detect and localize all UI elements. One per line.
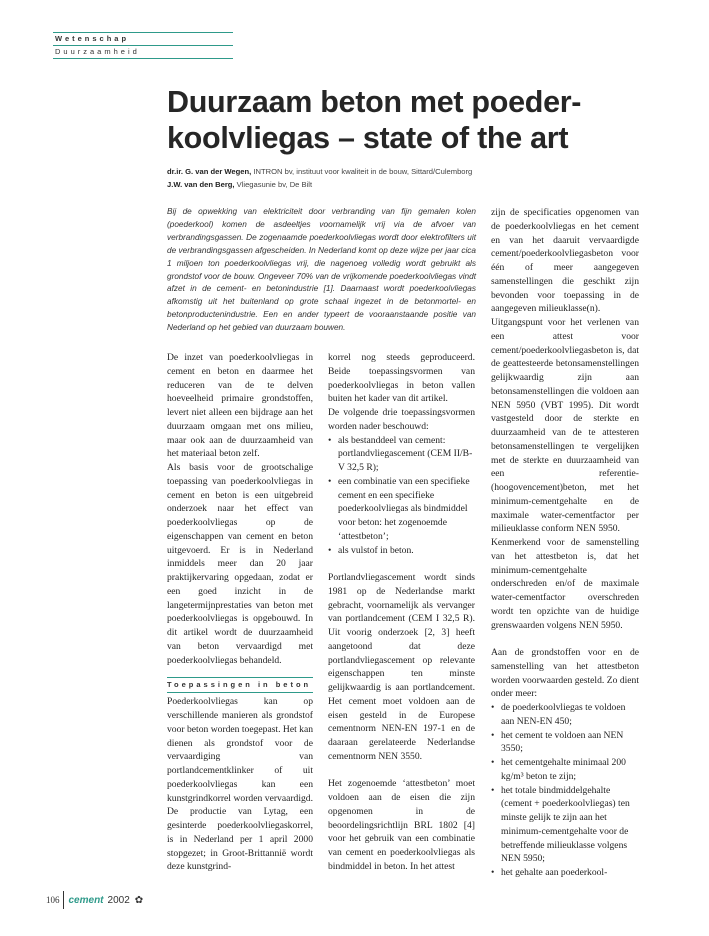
list-item: • het totale bindmiddelgehalte (cement + poederkoolvliegas) ten minste gelijk te zijn aan het minimum-cementgehalte voor de betreffende milieuklasse volgens NEN 5950;	[491, 784, 639, 867]
spacer	[328, 764, 475, 778]
section-heading: Toepassingen in beton	[167, 677, 313, 693]
author-line-1	[167, 167, 647, 176]
subsection-label: Duurzaamheid	[55, 47, 140, 56]
author-name: dr.ir. G. van der Wegen,	[167, 167, 252, 176]
flower-logo-icon: ✿	[134, 894, 144, 906]
list-item: • als vulstof in beton.	[328, 544, 475, 558]
list-item: • een combinatie van een specifieke cement en een specifieke poederkoolvliegas als bindmiddel voor beton: het zogenoemde ‘attestbeton’;	[328, 475, 475, 544]
article-title	[167, 84, 667, 156]
paragraph: Uitgangspunt voor het verlenen van een attest voor cement/poederkoolvliegasbeton is, dat de geattesteerde betonsamenstellingen gelijkwaardig zijn aan betonsamenstellingen die voldoen aan NEN 5950 (VBT 1995). Dit wordt vastgesteld door de sterkte en duurzaamheid van de te attesteren betonsamenstellingen te vergelijken met de sterkte en duurzaamheid van een referentie- (hoogovencement)beton, met het minimum-cementgehalte en de maximale water-cementfactor per milieuklasse conform NEN 5950.	[491, 317, 639, 535]
paragraph: korrel nog steeds geproduceerd. Beide toepassingsvormen van poederkoolvliegas in beton vallen buiten het kader van dit artikel.	[328, 352, 475, 405]
bullet-list	[491, 701, 639, 880]
author-name: J.W. van den Berg,	[167, 180, 235, 189]
footer-divider	[63, 891, 64, 909]
title-line-2: koolvliegas – state of the art	[167, 121, 569, 155]
paragraph: Aan de grondstoffen voor en de samenstelling van het attestbeton worden voorwaarden gesteld. Zo dient onder meer:	[491, 647, 639, 700]
author-affiliation: Vliegasunie bv, De Bilt	[234, 180, 313, 189]
spacer	[328, 557, 475, 571]
list-item: • de poederkoolvliegas te voldoen aan NEN-EN 450;	[491, 701, 639, 729]
magazine-name: cement	[68, 894, 104, 906]
column-3	[491, 206, 639, 880]
paragraph: De inzet van poederkoolvliegas in cement en beton en daarmee het reduceren van de te delven hoeveelheid primaire grondstoffen, levert niet alleen een bijdrage aan het duurzaam omgaan met ons milieu, maar ook aan de duurzaamheid van het materiaal beton zelf.	[167, 352, 313, 460]
paragraph: Poederkoolvliegas kan op verschillende manieren als grondstof voor beton worden toegepast. Het kan dienen als grondstof voor de vervaardiging van portlandcementklinker of uit poederkoolvliegas kan een kunstgrindkorrel worden vervaardigd. De productie van Lytag, een gesinterde poederkoolvliegaskorrel, is in Nederland per 1 april 2000 stopgezet; in Groot-Brittannië wordt deze kunstgrind-	[167, 696, 313, 873]
list-item: • het cement te voldoen aan NEN 3550;	[491, 729, 639, 757]
bullet-list	[328, 434, 475, 558]
list-item: • als bestanddeel van cement: portlandvliegascement (CEM II/B-V 32,5 R);	[328, 434, 475, 475]
paragraph: Als basis voor de grootschalige toepassing van poederkoolvliegas in cement en beton is een uitgebreid onderzoek naar het effect van poederkoolvliegas op de eigenschappen van cement en beton uitgevoerd. Er is in Nederland inmiddels meer dan 20 jaar praktijkervaring opgedaan, zodat er een goed inzicht in de langetermijnprestaties van beton met poederkoolvliegas is opgebouwd. In dit artikel wordt de duurzaamheid van beton vervaardigd met poederkoolvliegas behandeld.	[167, 462, 313, 666]
list-item: • het gehalte aan poederkool-	[491, 866, 639, 880]
paragraph: Kenmerkend voor de samenstelling van het attestbeton is, dat het minimum-cementgehalte onderschreden en/of de maximale water-cementfactor overschreden wordt ten opzichte van de huidige grenswaarden volgens NEN 5950.	[491, 537, 639, 631]
paragraph: zijn de specificaties opgenomen van de poederkoolvliegas en het cement en van het daaruit vervaardigde cement/poederkoolvliegasbeton voor één of meer aangegeven samenstellingen die geschikt zijn bevonden voor toepassing in de aangegeven milieuklasse(n).	[491, 207, 639, 315]
list-item: • het cementgehalte minimaal 200 kg/m³ beton te zijn;	[491, 756, 639, 784]
author-affiliation: INTRON bv, instituut voor kwaliteit in de bouw, Sittard/Culemborg	[251, 167, 473, 176]
author-line-2	[167, 180, 647, 189]
page-number: 106	[46, 895, 60, 905]
header-rule-bottom	[53, 58, 233, 59]
magazine-year: 2002	[107, 894, 130, 906]
header-rule-middle	[53, 45, 233, 46]
header-rule-top	[53, 32, 233, 33]
paragraph: Het zogenoemde ‘attestbeton’ moet voldoen aan de eisen die zijn opgenomen in de beoordelingsrichtlijn BRL 1802 [4] voor het gebruik van een combinatie van cement en poederkoolvliegas als bindmiddel in beton. In het attest	[328, 778, 475, 872]
page-footer	[46, 891, 143, 909]
spacer	[491, 632, 639, 646]
intro-paragraph: Bij de opwekking van elektriciteit door verbranding van fijn gemalen kolen (poederkool) komen de asdeeltjes voornamelijk vrij via de afvoer van verbrandingsgassen. De zogenaamde poederkoolvliegas wordt door elektrofilters uit de verbrandingsgassen afgescheiden. In Nederland komt op deze wijze per jaar cica 1 miljoen ton poederkoolvliegas vrij, die nagenoeg volledig wordt gebruikt als grondstof voor de bouw. Ongeveer 70% van de vrijkomende poederkoolvliegas vindt afzet in de cement- en betonindustrie [1]. Daarnaast wordt poederkoolvliegas afkomstig uit het buitenland op grote schaal ingezet in de betonmortel- en betonproductenindustrie. Een en ander typeert de vooraanstaande positie van Nederland op het gebied van duurzaam bouwen.	[167, 207, 476, 333]
column-1	[167, 351, 313, 874]
section-label: Wetenschap	[55, 34, 130, 43]
paragraph: Portlandvliegascement wordt sinds 1981 op de Nederlandse markt gebracht, voornamelijk als vervanger van portlandcement (CEM I 32,5 R). Uit voorig onderzoek [2, 3] heeft aangetoond dat deze portlandvliegascement op relevante eigenschappen ten minste gelijkwaardig is aan portlandcement. Het cement moet voldoen aan de eisen gesteld in de Europese cementnorm NEN-EN 197-1 en de daaraan gerelateerde Nederlandse cementnorm NEN 3550.	[328, 572, 475, 762]
title-line-1: Duurzaam beton met poeder-	[167, 85, 582, 119]
column-2	[328, 351, 475, 874]
paragraph: De volgende drie toepassingsvormen worden nader beschouwd:	[328, 407, 475, 432]
